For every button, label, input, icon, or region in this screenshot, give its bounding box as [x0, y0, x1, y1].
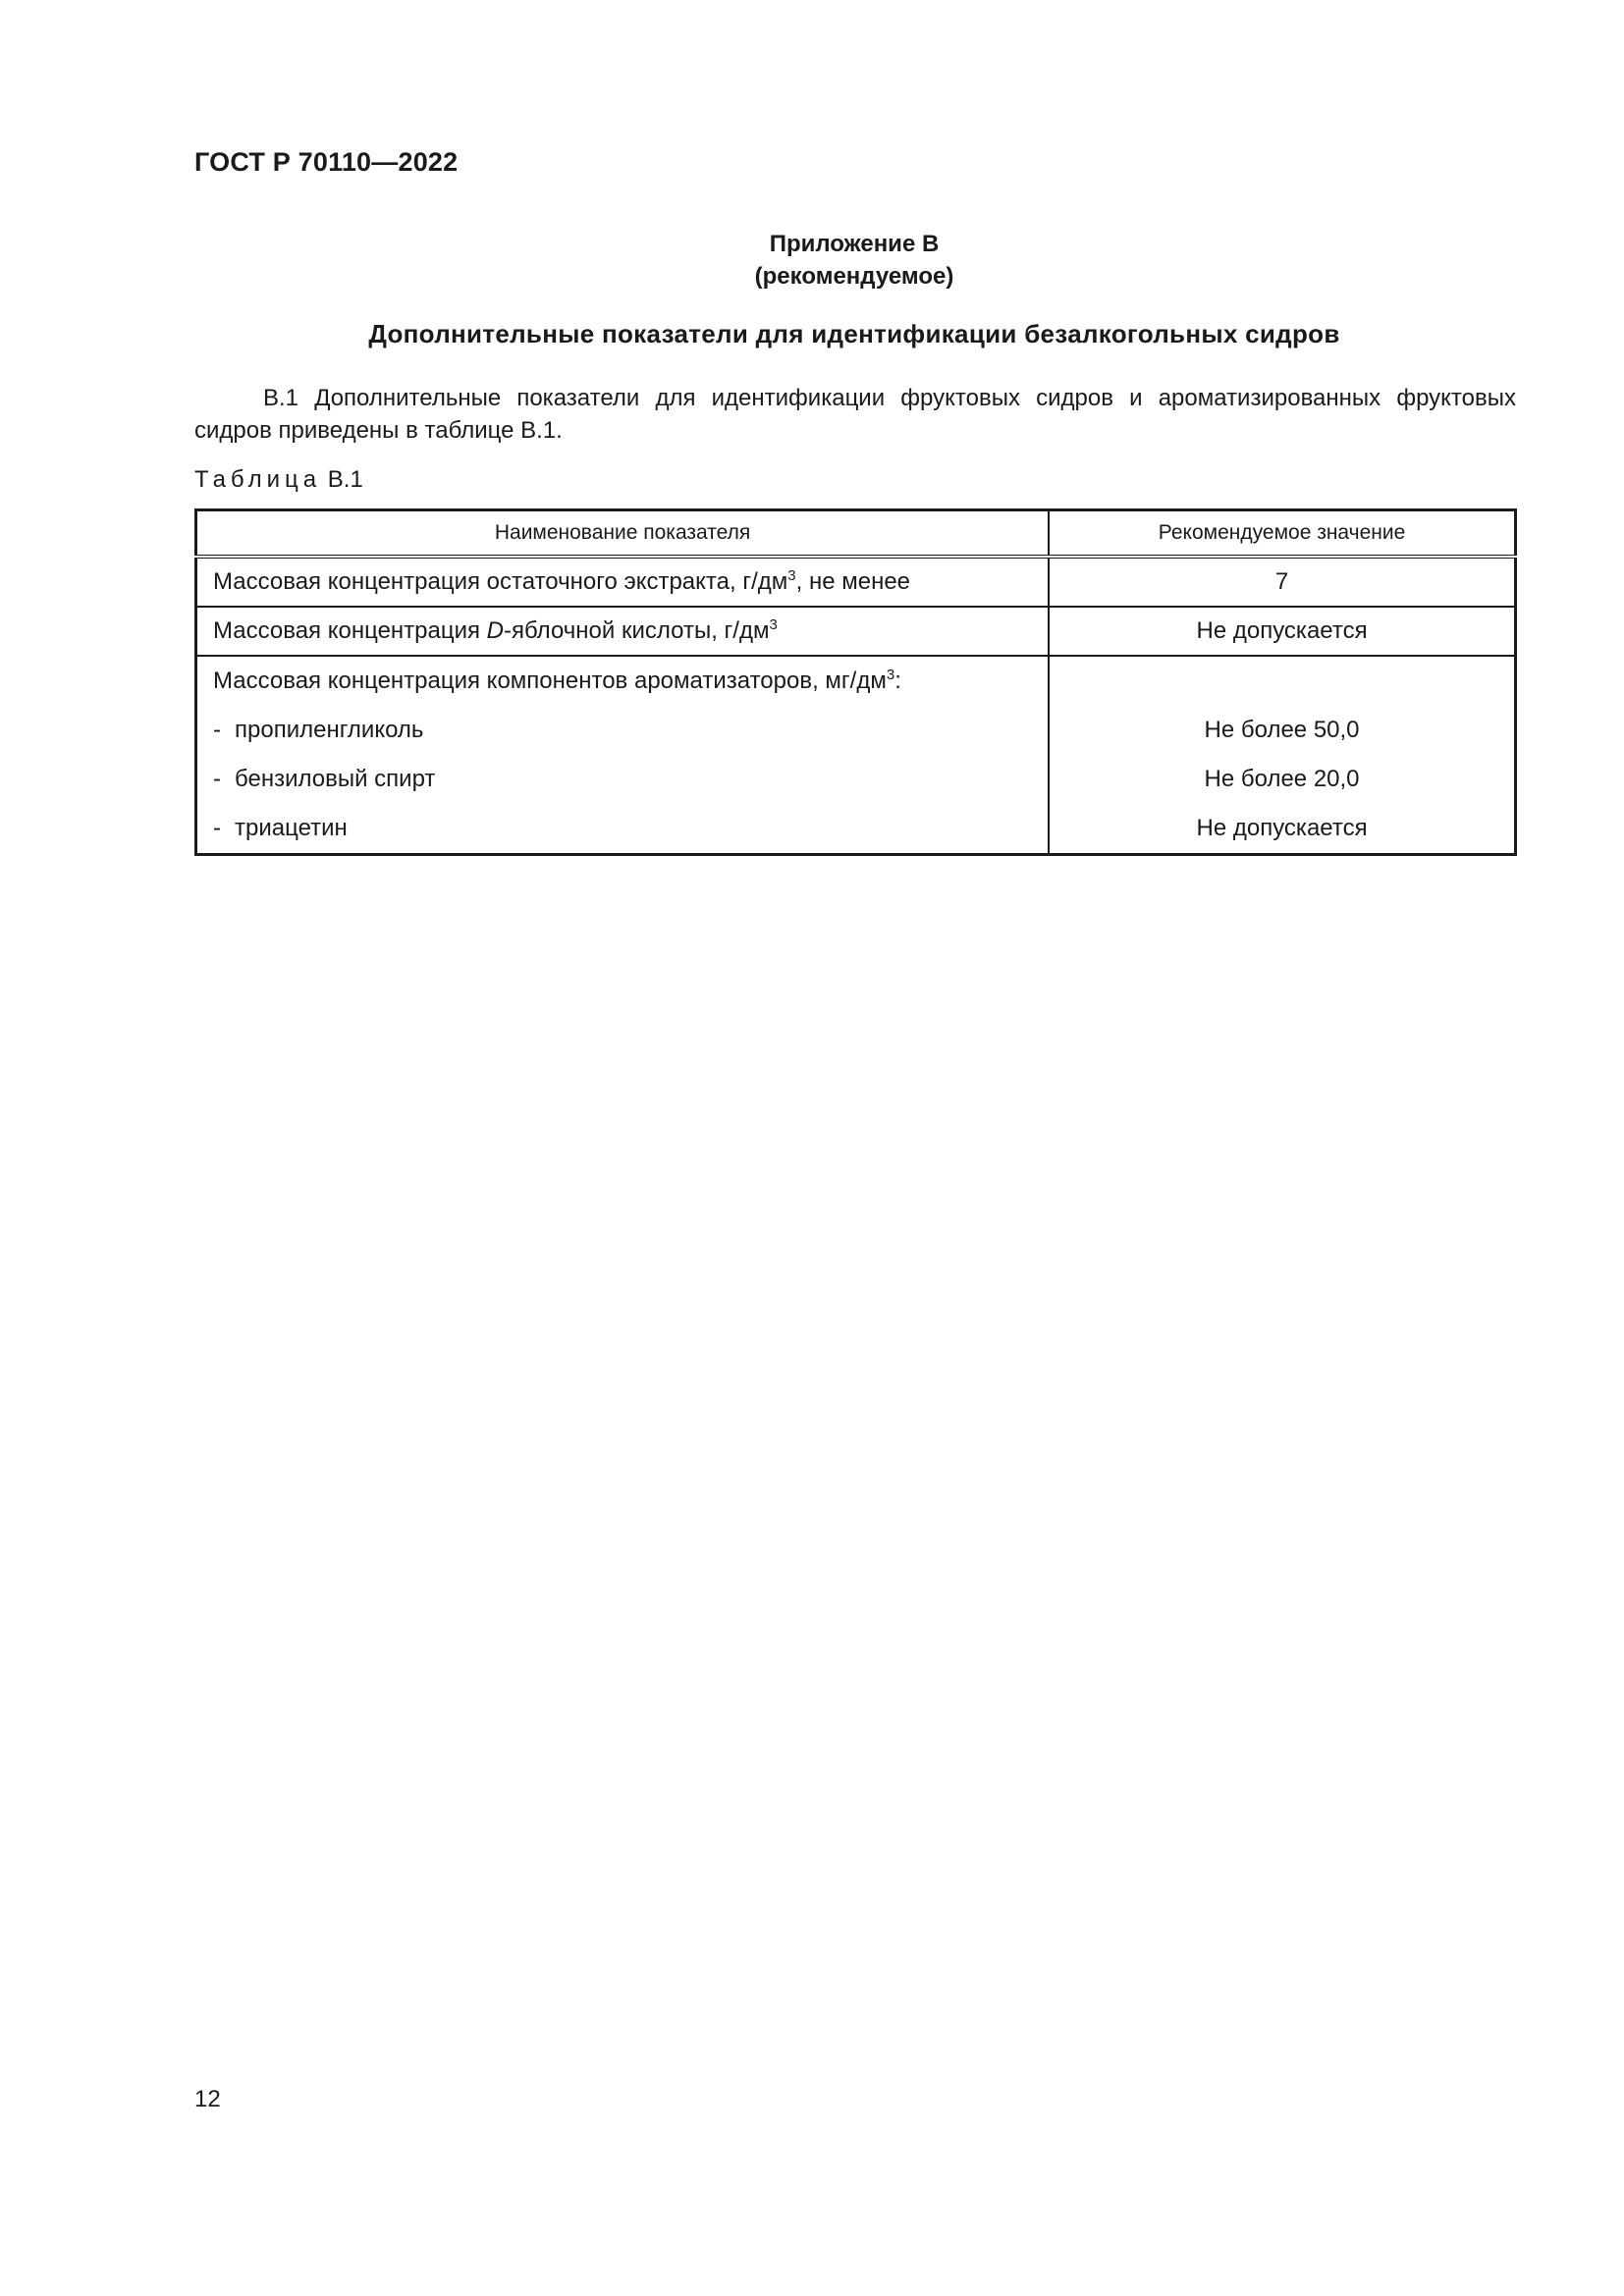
page-number: 12: [194, 2086, 221, 2112]
component-name-cell: - пропиленгликоль: [196, 706, 1050, 755]
appendix-status: (рекомендуемое): [754, 263, 954, 290]
appendix-heading: [0, 228, 1624, 293]
header-recommended-value: Рекомендуемое значение: [1049, 510, 1515, 558]
component-value-cell: Не допускается: [1049, 804, 1515, 855]
table-row: [196, 656, 1516, 706]
indicator-name-cell: Массовая концентрация компонентов ароматизаторов, $мг/дм^3$:: [196, 656, 1050, 706]
table-subrow: [196, 804, 1516, 855]
table-subrow: [196, 706, 1516, 755]
table-caption-number: В.1: [327, 466, 363, 493]
intro-paragraph: В.1 Дополнительные показатели для идентификации фруктовых сидров и ароматизированных фруктовых сидров приведены в таблице В.1.: [194, 385, 1516, 444]
component-value-cell: Не более 50,0: [1049, 706, 1515, 755]
header-indicator-name: Наименование показателя: [196, 510, 1050, 558]
indicator-value-cell: Не допускается: [1049, 607, 1515, 656]
table-caption-word: Таблица: [194, 466, 322, 493]
table-row: [196, 557, 1516, 607]
indicator-value-cell: [1049, 656, 1515, 706]
indicator-name-cell: Массовая концентрация остаточного экстракта, $г/дм^3$, не менее: [196, 557, 1050, 607]
table-subrow: [196, 755, 1516, 804]
indicators-table: [194, 508, 1517, 856]
indicator-value-cell: 7: [1049, 557, 1515, 607]
component-name-cell: - триацетин: [196, 804, 1050, 855]
table-row: [196, 607, 1516, 656]
table-header-row: [196, 510, 1516, 558]
document-code: ГОСТ Р 70110—2022: [194, 147, 459, 177]
component-name-cell: - бензиловый спирт: [196, 755, 1050, 804]
component-value-cell: Не более 20,0: [1049, 755, 1515, 804]
section-title: Дополнительные показатели для идентификации безалкогольных сидров: [368, 319, 1340, 348]
indicator-name-cell: Массовая концентрация D-яблочной кислоты, $г/дм^3$: [196, 607, 1050, 656]
appendix-title: Приложение В: [769, 231, 940, 257]
table-caption: [194, 466, 363, 494]
